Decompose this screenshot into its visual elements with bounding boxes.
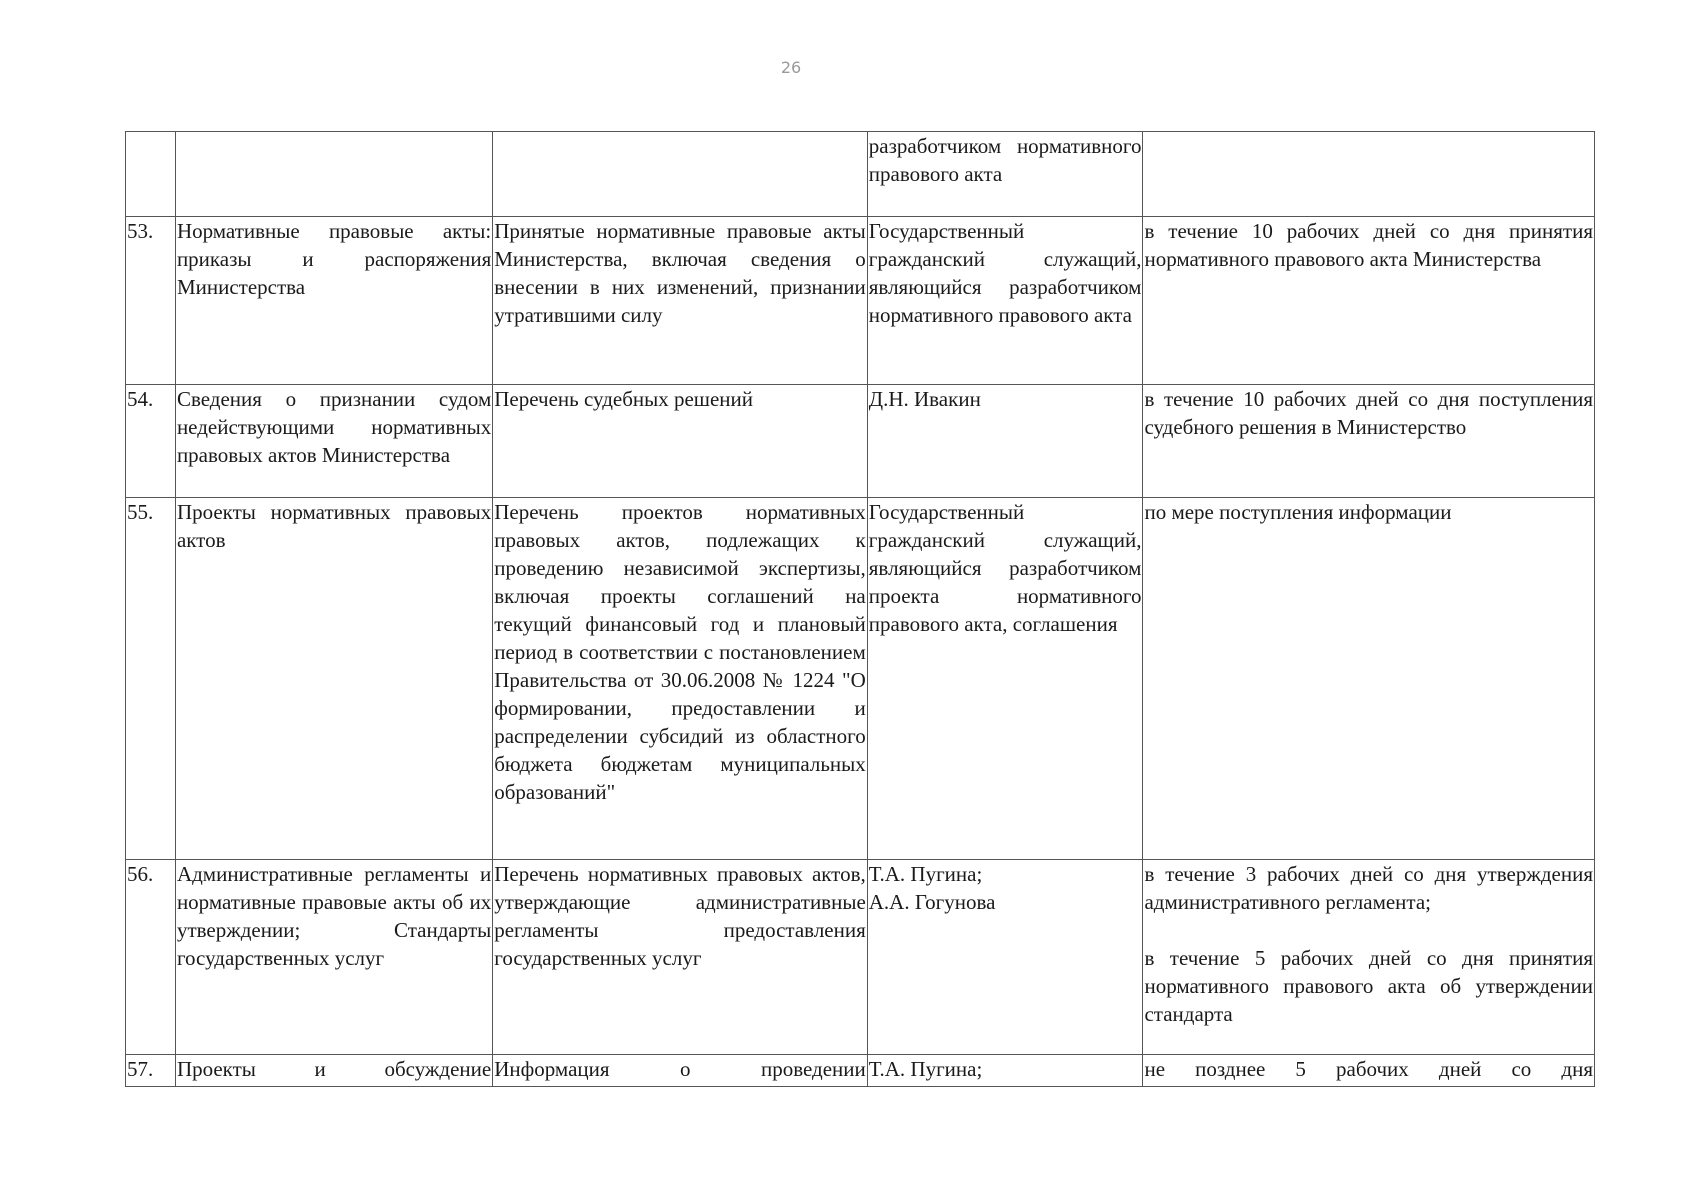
cell-content: Информация о проведении	[493, 1055, 868, 1087]
cell-num: 57.	[126, 1055, 176, 1087]
cell-category-empty	[175, 132, 492, 217]
term-text: в течение 5 рабочих дней со дня принятия нормативного правового акта об утверждении стандарта	[1144, 946, 1593, 1026]
cell-num: 56.	[126, 860, 176, 1055]
cell-content: Перечень проектов нормативных правовых актов, подлежащих к проведению независимой экспертизы, включая проекты соглашений на текущий финансовый год и плановый период в соответствии с постановлением Правительства от 30.06.2008 № 1224 "О формировании, предоставлении и распределении субсидий из областного бюджета бюджетам муниципальных образований"	[493, 498, 868, 860]
term-text: не позднее 5 рабочих дней со дня	[1144, 1057, 1593, 1081]
term-text: в течение 10 рабочих дней со дня поступления судебного решения в Министерство	[1144, 387, 1593, 439]
cell-category: Сведения о признании судом недействующими нормативных правовых актов Министерства	[175, 385, 492, 498]
cell-terms	[1143, 1055, 1595, 1087]
cell-terms-empty	[1143, 132, 1595, 217]
table-row	[126, 217, 1595, 385]
table-row	[126, 860, 1595, 1055]
cell-content: Перечень нормативных правовых актов, утверждающие административные регламенты предоставления государственных услуг	[493, 860, 868, 1055]
cell-num-empty	[126, 132, 176, 217]
table-row	[126, 385, 1595, 498]
term-text: в течение 10 рабочих дней со дня принятия нормативного правового акта Министерства	[1144, 219, 1593, 271]
cell-category: Нормативные правовые акты: приказы и распоряжения Министерства	[175, 217, 492, 385]
term-text: по мере поступления информации	[1144, 500, 1452, 524]
cell-category: Проекты и обсуждение	[175, 1055, 492, 1087]
cell-content: Принятые нормативные правовые акты Министерства, включая сведения о внесении в них изменений, признании утратившими силу	[493, 217, 868, 385]
table-row	[126, 498, 1595, 860]
cell-num: 53.	[126, 217, 176, 385]
cell-terms	[1143, 217, 1595, 385]
cell-responsible: Т.А. Пугина; А.А. Гогунова	[867, 860, 1143, 1055]
cell-terms	[1143, 860, 1595, 1055]
term-text: в течение 3 рабочих дней со дня утверждения административного регламента;	[1144, 862, 1593, 914]
cell-responsible: Д.Н. Ивакин	[867, 385, 1143, 498]
cell-terms	[1143, 498, 1595, 860]
term-spacer	[1144, 916, 1593, 944]
document-table	[125, 131, 1595, 1087]
cell-num: 55.	[126, 498, 176, 860]
cell-responsible: Государственный гражданский служащий, являющийся разработчиком нормативного правового акта	[867, 217, 1143, 385]
cell-content: Перечень судебных решений	[493, 385, 868, 498]
cell-num: 54.	[126, 385, 176, 498]
cell-category: Административные регламенты и нормативные правовые акты об их утверждении; Стандарты государственных услуг	[175, 860, 492, 1055]
cell-responsible: Государственный гражданский служащий, являющийся разработчиком проекта нормативного правового акта, соглашения	[867, 498, 1143, 860]
cell-category: Проекты нормативных правовых актов	[175, 498, 492, 860]
table-row-continuation	[126, 132, 1595, 217]
table-row	[126, 1055, 1595, 1087]
page-number: 26	[780, 58, 802, 77]
cell-responsible: разработчиком нормативного правового акта	[867, 132, 1143, 217]
cell-terms	[1143, 385, 1595, 498]
cell-content-empty	[493, 132, 868, 217]
cell-responsible: Т.А. Пугина;	[867, 1055, 1143, 1087]
